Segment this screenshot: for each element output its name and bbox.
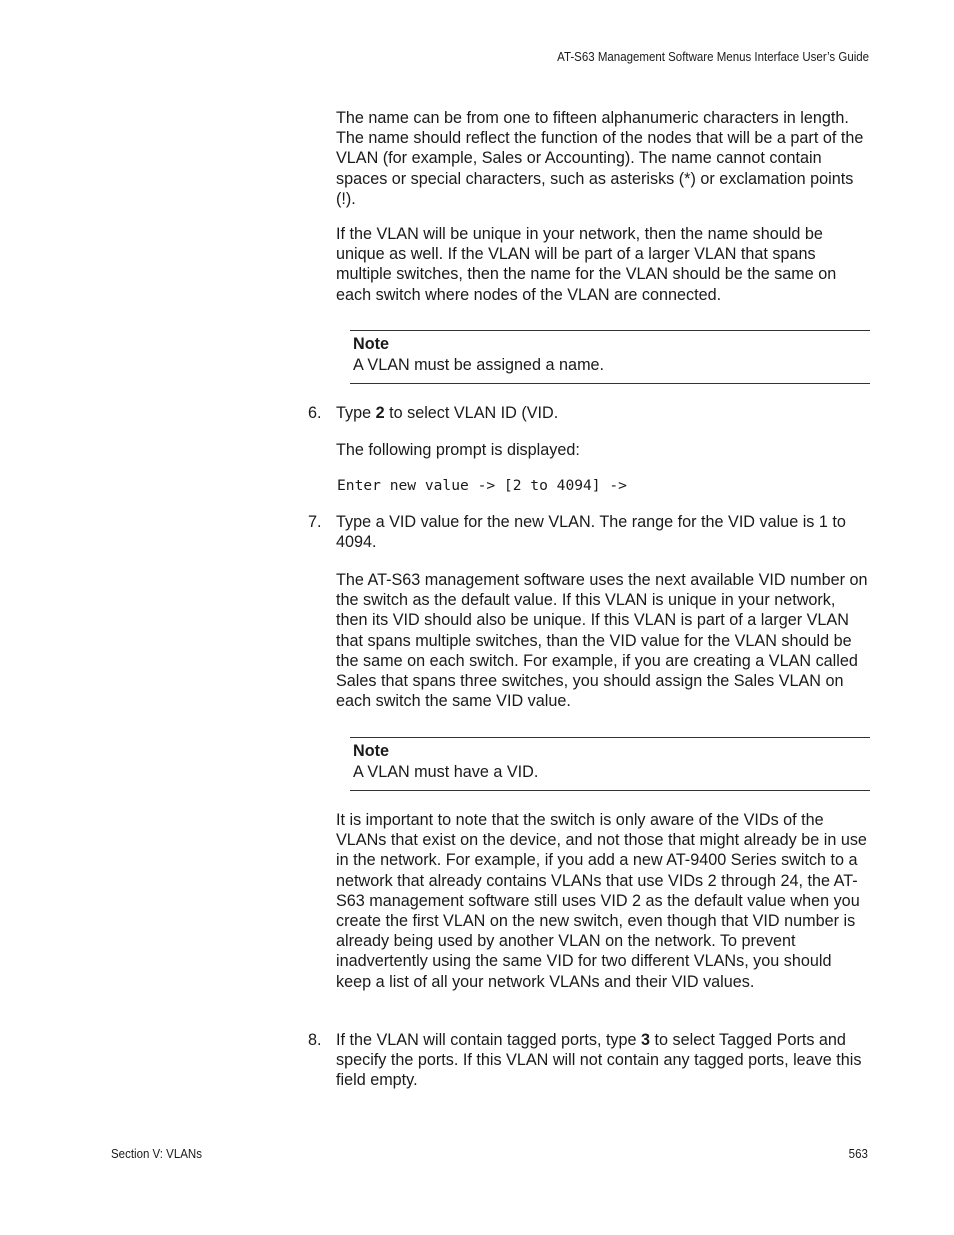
paragraph-name-uniqueness: If the VLAN will be unique in your network, then the name should be unique as well. If the VLAN will be part of a larger VLAN that spans multiple switches, then the name for the VLAN should be the same on each switch where nodes of the VLAN are connected. xyxy=(336,225,837,304)
step-6-text-post: to select VLAN ID (VID. xyxy=(384,404,559,422)
step-8-text-pre: If the VLAN will contain tagged ports, type xyxy=(336,1031,642,1049)
step-8-text-post: to select Tagged Ports and specify the ports. If this VLAN will not contain any tagged ports, leave this field empty. xyxy=(336,1031,862,1090)
note-box-vid xyxy=(350,737,870,791)
footer-page-number: 563 xyxy=(848,1147,868,1161)
step-8-text xyxy=(336,1030,870,1091)
running-header: AT-S63 Management Software Menus Interface User’s Guide xyxy=(557,50,869,64)
paragraph-vid-default: The AT-S63 management software uses the next available VID number on the switch as the default value. If this VLAN is unique in your network, then its VID should also be unique. If this VLAN is part of a larger VLAN that spans multiple switches, than the VID value for the VLAN should be the same on each switch. For example, if you are creating a VLAN called Sales that spans three switches, you should assign the Sales VLAN on each switch the same VID value. xyxy=(336,571,868,711)
step-number-7: 7. xyxy=(308,513,322,531)
step-number-6: 6. xyxy=(308,404,322,422)
note-text: A VLAN must be assigned a name. xyxy=(353,356,605,374)
footer-section: Section V: VLANs xyxy=(111,1147,202,1161)
code-prompt: Enter new value -> [2 to 4094] -> xyxy=(337,477,627,494)
step-number-8: 8. xyxy=(308,1031,322,1049)
step-6-text xyxy=(336,403,870,423)
step-7-text: Type a VID value for the new VLAN. The range for the VID value is 1 to 4094. xyxy=(336,513,846,552)
note-text: A VLAN must have a VID. xyxy=(353,763,539,781)
paragraph-prompt-intro: The following prompt is displayed: xyxy=(336,441,580,459)
note-box-name xyxy=(350,330,870,384)
step-8-key: 3 xyxy=(641,1031,651,1049)
note-title: Note xyxy=(353,742,389,760)
step-6-text-pre: Type xyxy=(336,404,376,422)
step-6-key: 2 xyxy=(375,404,385,422)
paragraph-name-rules: The name can be from one to fifteen alphanumeric characters in length. The name should reflect the function of the nodes that will be a part of the VLAN (for example, Sales or Accounting). The name cannot contain spaces or special characters, such as asterisks (*) or exclamation points (!). xyxy=(336,109,864,208)
note-title: Note xyxy=(353,335,389,353)
paragraph-vid-awareness: It is important to note that the switch is only aware of the VIDs of the VLANs that exist on the device, and not those that might already be in use in the network. For example, if you add a new AT-9400 Series switch to a network that already contains VLANs that use VIDs 2 through 24, the AT-S63 management software still uses VID 2 as the default value when you create the first VLAN on the new switch, even though that VID number is already being used by another VLAN on the network. To prevent inadvertently using the same VID for two different VLANs, you should keep a list of all your network VLANs and their VID values. xyxy=(336,811,867,991)
